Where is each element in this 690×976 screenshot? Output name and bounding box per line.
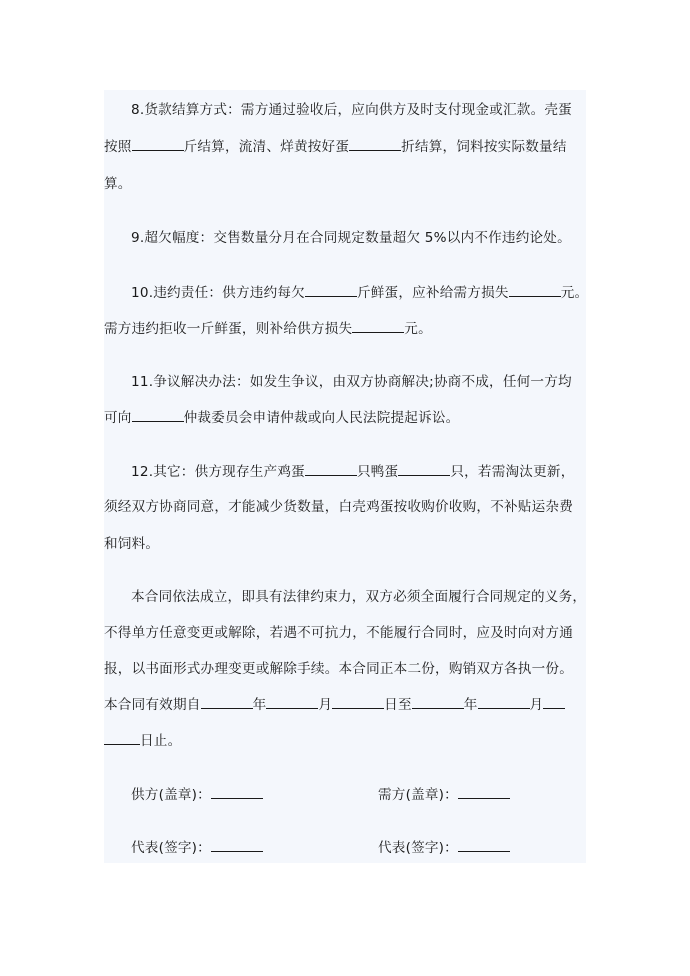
- end-day-blank-part1[interactable]: [543, 695, 565, 709]
- clause-8-line-1: 8.货款结算方式：需方通过验收后，应向供方及时支付现金或汇款。壳蛋: [131, 102, 572, 118]
- clause-12-line-2: 须经双方协商同意，才能减少货数量，白壳鸡蛋按收购价收购，不补贴运杂费: [104, 499, 573, 515]
- start-day-blank[interactable]: [332, 695, 384, 709]
- clause-10-line-1: 10.违约责任：供方违约每欠 斤鲜蛋，应补给需方损失 元。: [131, 285, 589, 301]
- end-month-blank[interactable]: [478, 695, 530, 709]
- fill-blank[interactable]: [132, 408, 184, 422]
- closing-line-3: 报，以书面形式办理变更或解除手续。本合同正本二份，购销双方各执一份。: [104, 661, 573, 677]
- fill-blank[interactable]: [349, 137, 401, 151]
- end-year-blank[interactable]: [412, 695, 464, 709]
- clause-10-line-2: 需方违约拒收一斤鲜蛋，则补给供方损失 元。: [104, 321, 432, 337]
- buyer-rep-field: 代表(签字)：: [378, 838, 510, 858]
- validity-end-line: 日止。: [104, 731, 181, 751]
- clause-9-line-1: 9.超欠幅度：交售数量分月在合同规定数量超欠 5%以内不作违约论处。: [131, 230, 571, 246]
- start-month-blank[interactable]: [266, 695, 318, 709]
- clause-11-line-2: 可向 仲裁委员会申请仲裁或向人民法院提起诉讼。: [104, 410, 460, 426]
- validity-period-line: 本合同有效期自 年 月 日至 年 月: [104, 695, 565, 715]
- start-year-blank[interactable]: [201, 695, 253, 709]
- buyer-seal-blank[interactable]: [458, 785, 510, 799]
- closing-line-1: 本合同依法成立，即具有法律约束力，双方必须全面履行合同规定的义务，: [131, 589, 587, 605]
- fill-blank[interactable]: [352, 319, 404, 333]
- supplier-seal-blank[interactable]: [211, 785, 263, 799]
- supplier-rep-blank[interactable]: [211, 838, 263, 852]
- fill-blank[interactable]: [398, 462, 450, 476]
- end-day-blank-part2[interactable]: [104, 731, 140, 745]
- fill-blank[interactable]: [305, 283, 357, 297]
- clause-12-line-1: 12.其它：供方现存生产鸡蛋 只鸭蛋 只，若需淘汰更新，: [131, 464, 575, 480]
- buyer-rep-blank[interactable]: [458, 838, 510, 852]
- fill-blank[interactable]: [305, 462, 357, 476]
- clause-8-line-3: 算。: [104, 176, 132, 192]
- clause-12-line-3: 和饲料。: [104, 536, 160, 552]
- clause-8-line-2: 按照 斤结算，流清、烊黄按好蛋 折结算，饲料按实际数量结: [104, 139, 567, 155]
- closing-line-2: 不得单方任意变更或解除，若遇不可抗力，不能履行合同时，应及时向对方通: [104, 625, 573, 641]
- supplier-rep-field: 代表(签字)：: [131, 838, 263, 858]
- fill-blank[interactable]: [132, 137, 184, 151]
- fill-blank[interactable]: [509, 283, 561, 297]
- supplier-seal-field: 供方(盖章)：: [131, 785, 263, 805]
- buyer-seal-field: 需方(盖章)：: [378, 785, 510, 805]
- clause-11-line-1: 11.争议解决办法：如发生争议，由双方协商解决;协商不成，任何一方均: [131, 374, 572, 390]
